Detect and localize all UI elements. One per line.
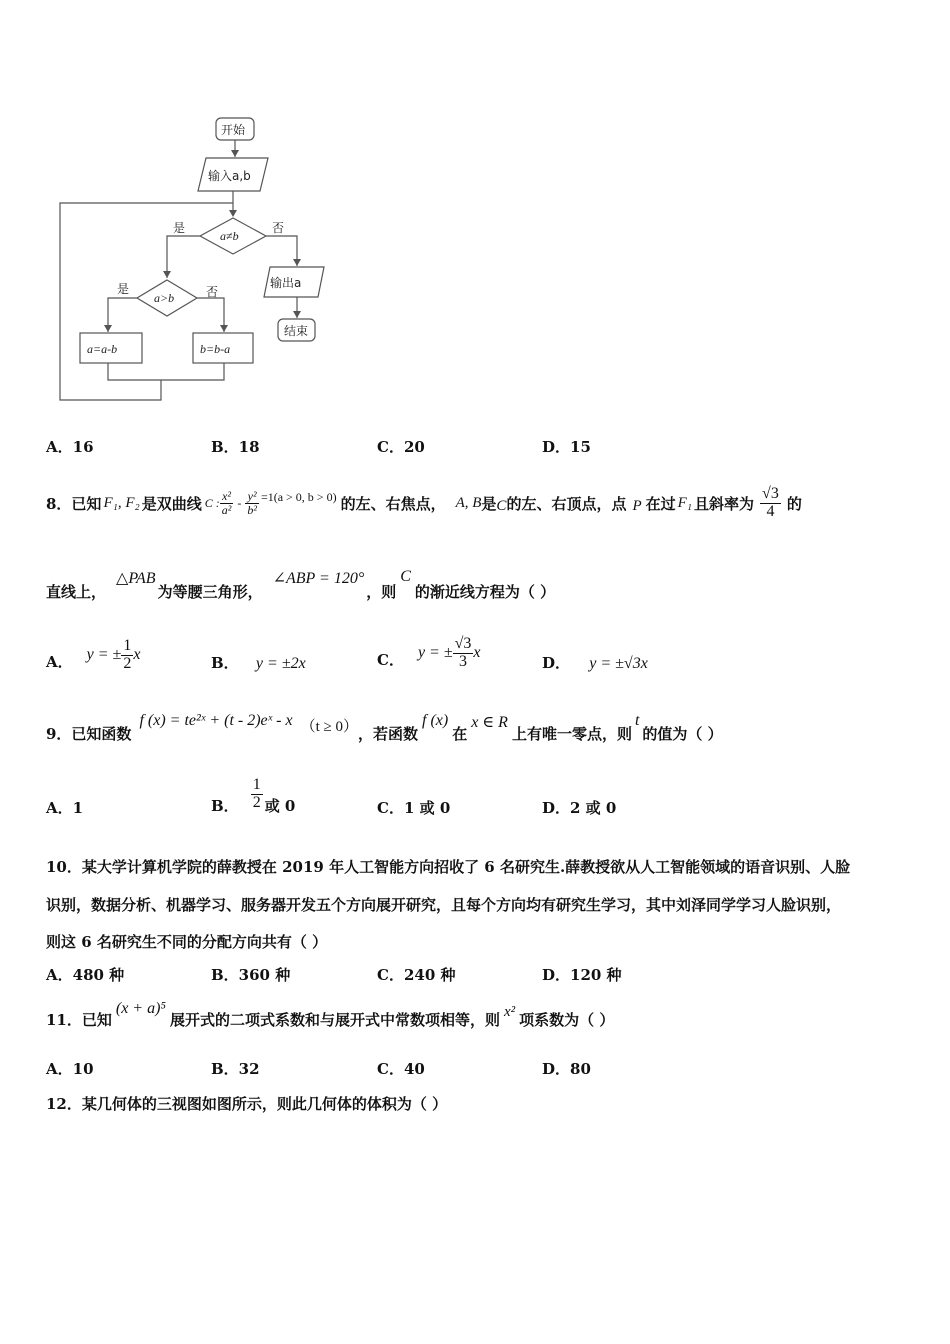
q8-option-a-pre: y = ± bbox=[86, 646, 122, 663]
flowchart-cond1-text: a≠b bbox=[220, 229, 239, 243]
q8-option-a-num: 1 bbox=[123, 636, 132, 654]
q8-text-8: 的 bbox=[786, 494, 802, 513]
q8-option-d-label: D． bbox=[542, 654, 571, 672]
q11-x2: x² bbox=[504, 1004, 516, 1020]
q11-option-d: D．80 bbox=[542, 1060, 591, 1078]
q8-text-2: 是双曲线 bbox=[141, 494, 202, 513]
q8-slope bbox=[760, 486, 781, 521]
q12-stem: 12．某几何体的三视图如图所示，则此几何体的体积为（ ） bbox=[46, 1095, 448, 1113]
q8-option-c-label: C． bbox=[377, 651, 404, 669]
q11-option-c: C．40 bbox=[377, 1060, 425, 1078]
q8-text-4: 是 bbox=[481, 494, 497, 513]
q8-curve-frac-y bbox=[245, 490, 259, 516]
q8-angle: ∠ABP = 120° bbox=[272, 570, 365, 587]
q10-line-3: 则这 6 名研究生不同的分配方向共有（ ） bbox=[46, 933, 328, 951]
q9-function: f (x) = te²ˣ + (t - 2)eˣ - x bbox=[139, 712, 293, 729]
flowchart-yes2-text: 是 bbox=[117, 282, 130, 296]
q8-line-2 bbox=[46, 568, 555, 602]
q9-option-b-den: 2 bbox=[252, 793, 261, 811]
q9-option-b-num: 1 bbox=[252, 775, 261, 793]
q9-option-b bbox=[211, 768, 295, 820]
q7-option-a: A．16 bbox=[46, 438, 94, 456]
q8-option-c-num: √3 bbox=[454, 634, 472, 652]
q9-text-2: ，若函数 bbox=[358, 725, 419, 743]
q8-text-10: 为等腰三角形， bbox=[157, 583, 263, 601]
q11-stem bbox=[46, 1000, 614, 1030]
q8-option-c-pre: y = ± bbox=[417, 644, 453, 661]
q11-expr: (x + a)⁵ bbox=[115, 1000, 166, 1017]
flowchart-end-text: 结束 bbox=[284, 324, 309, 338]
q8-option-c bbox=[377, 628, 481, 678]
q8-option-a-post: x bbox=[133, 646, 141, 663]
q8-f12: F₁, F₂ bbox=[103, 494, 140, 511]
flowchart-assign1-text: a=a-b bbox=[87, 342, 118, 356]
flowchart bbox=[0, 0, 950, 420]
q8-text-5: 的左、右顶点，点 bbox=[506, 494, 627, 513]
q8-text-11: ，则 bbox=[366, 583, 397, 601]
q8-f1: F₁ bbox=[677, 494, 693, 511]
q8-option-a-den: 2 bbox=[123, 654, 132, 672]
q9-option-b-label: B． bbox=[211, 797, 239, 815]
q8-option-a bbox=[46, 632, 140, 678]
q9-t: t bbox=[634, 712, 640, 729]
flowchart-start-text: 开始 bbox=[221, 123, 246, 137]
q11-option-b: B．32 bbox=[211, 1060, 260, 1078]
flowchart-no1-text: 否 bbox=[272, 221, 285, 235]
q8-curve-frac-x bbox=[220, 490, 234, 516]
q8-option-a-frac bbox=[121, 638, 133, 673]
q10-line-1: 10．某大学计算机学院的薛教授在 2019 年人工智能方向招收了 6 名研究生.薛教授欲从人工智能领域的语音识别、人脸 bbox=[46, 858, 851, 876]
q8-option-c-post: x bbox=[473, 644, 481, 661]
q10-option-b: B．360 种 bbox=[211, 966, 291, 984]
flowchart-output-text: 输出a bbox=[270, 276, 302, 290]
q8-option-c-frac bbox=[453, 636, 474, 671]
q8-ab: A, B bbox=[455, 494, 482, 511]
q9-condition: （t ≥ 0） bbox=[300, 719, 358, 735]
q11-text-3: 项系数为（ ） bbox=[519, 1011, 615, 1029]
q9-text-4: 上有唯一零点，则 bbox=[511, 725, 632, 743]
q8-slope-num: √3 bbox=[762, 484, 779, 502]
q8-curve-y2: y² bbox=[245, 490, 259, 504]
q11-option-a: A．10 bbox=[46, 1060, 94, 1078]
q8-triangle: △PAB bbox=[116, 570, 156, 587]
q8-option-d-value: y = ±√3x bbox=[589, 655, 648, 672]
q8-curve-rest: =1(a > 0, b > 0) bbox=[260, 490, 337, 504]
q9-option-b-post: 或 0 bbox=[264, 797, 296, 815]
q8-text-7: 且斜率为 bbox=[694, 494, 755, 513]
q8-text-3: 的左、右焦点， bbox=[340, 494, 446, 513]
q8-curve-a2: a² bbox=[221, 502, 232, 517]
q8-text-9: 直线上， bbox=[46, 583, 107, 601]
q9-option-c: C．1 或 0 bbox=[377, 799, 451, 817]
q10-option-c: C．240 种 bbox=[377, 966, 456, 984]
q9-option-d: D．2 或 0 bbox=[542, 799, 617, 817]
q8-p: P bbox=[632, 497, 642, 514]
q8-text-12: 的渐近线方程为（ ） bbox=[414, 583, 556, 601]
q8-option-b-value: y = ±2x bbox=[255, 655, 306, 672]
q8-c2: C bbox=[400, 568, 411, 585]
q7-option-d: D．15 bbox=[542, 438, 591, 456]
flowchart-yes1-text: 是 bbox=[173, 221, 186, 235]
flowchart-cond2-text: a>b bbox=[154, 291, 175, 305]
q8-option-d bbox=[542, 652, 648, 673]
q10-option-d: D．120 种 bbox=[542, 966, 622, 984]
q9-fx: f (x) bbox=[422, 712, 449, 729]
flowchart-input-text: 输入a,b bbox=[208, 169, 251, 183]
q8-curve-minus: - bbox=[237, 495, 242, 510]
q8-c1: C bbox=[496, 497, 507, 514]
q9-stem bbox=[46, 712, 723, 748]
q10-line-2: 识别，数据分析、机器学习、服务器开发五个方向展开研究，且每个方向均有研究生学习，其中刘泽同学学习人脸识别， bbox=[46, 896, 842, 914]
q9-domain: x ∈ R bbox=[471, 714, 508, 731]
q9-text-3: 在 bbox=[452, 725, 468, 743]
q9-text-5: 的值为（ ） bbox=[642, 725, 723, 743]
q8-option-b-label: B． bbox=[211, 654, 239, 672]
q7-option-b: B．18 bbox=[211, 438, 260, 456]
q8-curve-b2: b² bbox=[247, 502, 257, 517]
q7-option-c: C．20 bbox=[377, 438, 425, 456]
q8-curve-x2: x² bbox=[220, 490, 234, 504]
q8-curve-c: C : bbox=[204, 495, 220, 510]
q8-text-6: 在过 bbox=[645, 494, 676, 513]
flowchart-assign2-text: b=b-a bbox=[200, 342, 231, 356]
q9-option-a: A．1 bbox=[46, 799, 84, 817]
q8-option-a-label: A． bbox=[46, 653, 73, 671]
q8-slope-den: 4 bbox=[766, 502, 775, 520]
q8-text-1: 8．已知 bbox=[46, 494, 102, 513]
q11-text-1: 11．已知 bbox=[46, 1011, 112, 1029]
q9-text-1: 9．已知函数 bbox=[46, 725, 132, 743]
q9-option-b-frac bbox=[251, 777, 263, 812]
flowchart-no2-text: 否 bbox=[206, 285, 219, 299]
q11-text-2: 展开式的二项式系数和与展开式中常数项相等，则 bbox=[170, 1011, 501, 1029]
q8-line-1 bbox=[46, 478, 802, 528]
q10-option-a: A．480 种 bbox=[46, 966, 125, 984]
q8-option-b bbox=[211, 652, 306, 673]
q8-option-c-den: 3 bbox=[459, 652, 468, 670]
